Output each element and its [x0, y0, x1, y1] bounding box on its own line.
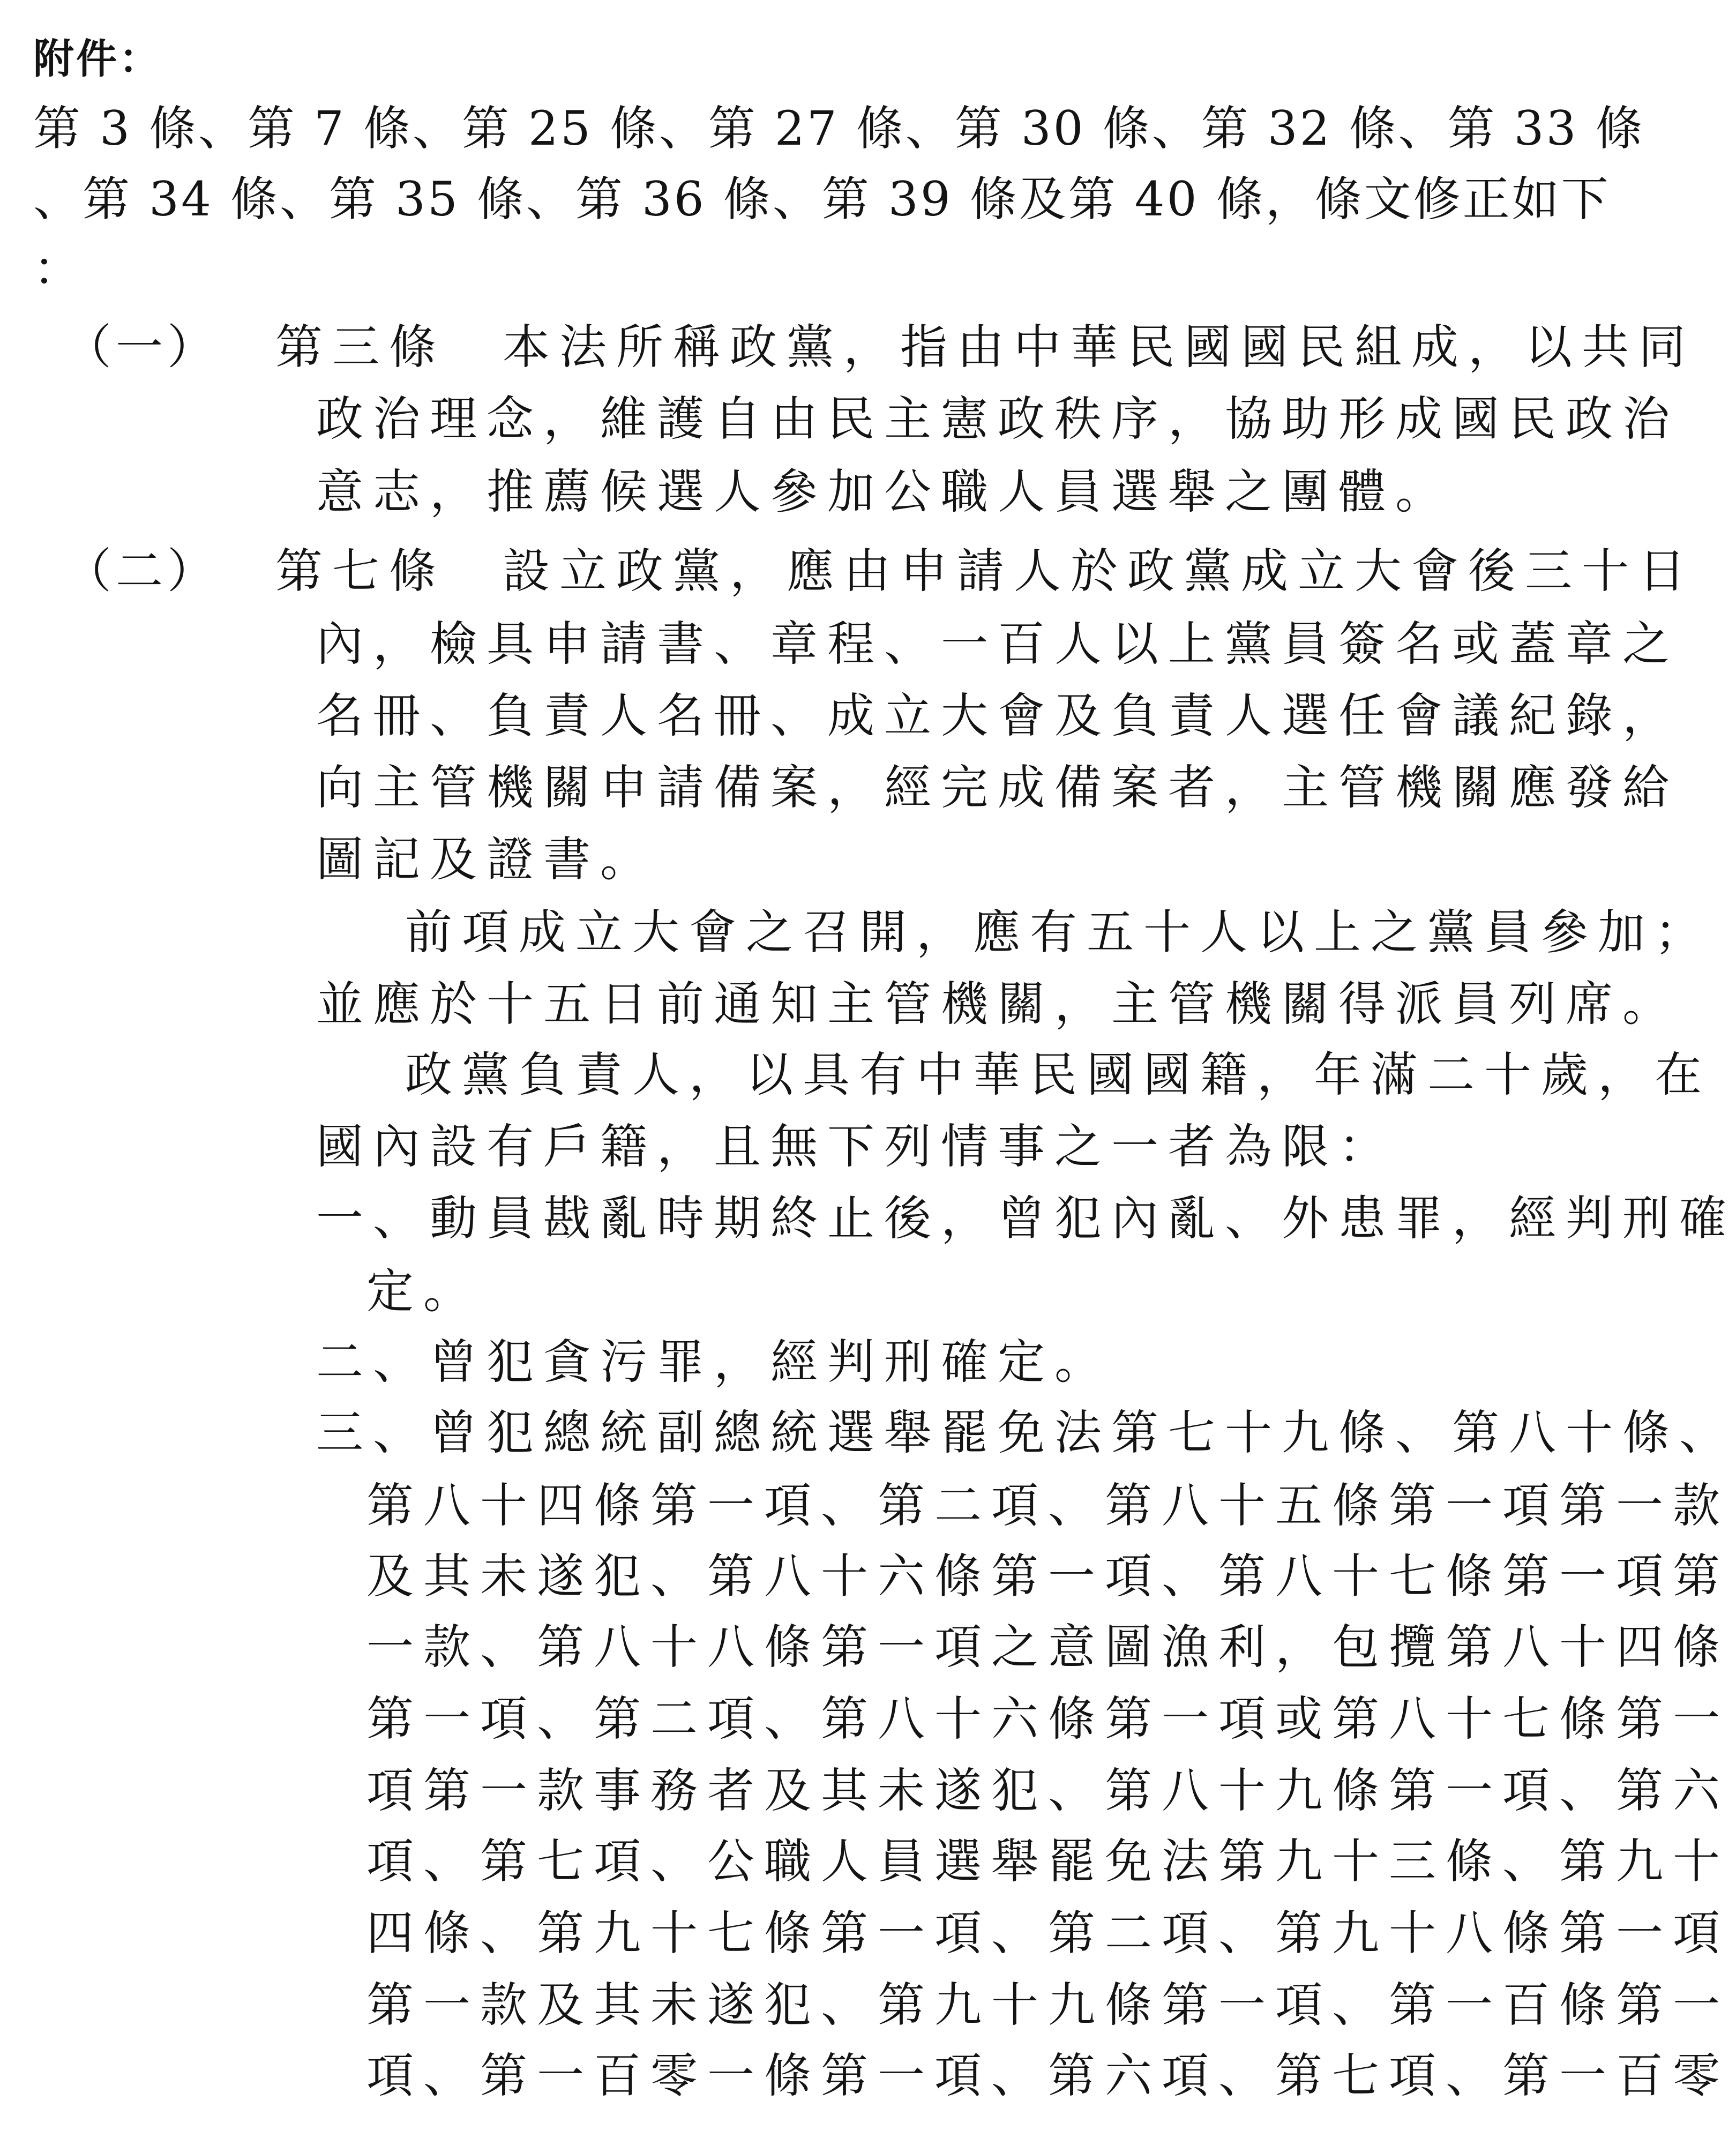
list-item-line: 項、第一百零一條第一項、第六項、第七項、第一百零 — [366, 2048, 1730, 2103]
list-item-line: 第一款及其未遂犯、第九十九條第一項、第一百條第一 — [366, 1977, 1730, 2032]
article-line: 圖記及證書。 — [316, 832, 657, 887]
article-line: 前項成立大會之召開，應有五十人以上之黨員參加； — [405, 904, 1712, 960]
list-item-line: 及其未遂犯、第八十六條第一項、第八十七條第一項第 — [366, 1549, 1730, 1604]
intro-line: 第 3 條、第 7 條、第 25 條、第 27 條、第 30 條、第 32 條、第 33 條 — [33, 101, 1645, 156]
section-marker: （一） — [64, 319, 219, 375]
list-item-line: 一款、第八十八條第一項之意圖漁利，包攬第八十四條 — [366, 1619, 1730, 1674]
list-item-line: 一、動員戡亂時期終止後，曾犯內亂、外患罪，經判刑確 — [316, 1191, 1736, 1246]
list-item-line: 三、曾犯總統副總統選舉罷免法第七十九條、第八十條、 — [316, 1405, 1736, 1460]
article-line: 意志，推薦候選人參加公職人員選舉之團體。 — [316, 464, 1453, 519]
article-line: 政黨負責人，以具有中華民國國籍，年滿二十歲，在 — [405, 1047, 1712, 1102]
list-item-line: 項第一款事務者及其未遂犯、第八十九條第一項、第六 — [366, 1763, 1730, 1818]
article-line: 向主管機關申請備案，經完成備案者，主管機關應發給 — [316, 760, 1680, 815]
list-item-line: 項、第七項、公職人員選舉罷免法第九十三條、第九十 — [366, 1834, 1730, 1889]
article-line: 並應於十五日前通知主管機關，主管機關得派員列席。 — [316, 976, 1680, 1031]
attachment-heading: 附件： — [33, 35, 162, 83]
intro-line: 、第 34 條、第 35 條、第 36 條、第 39 條及第 40 條，條文修正如下 — [33, 171, 1611, 227]
intro-line: ： — [33, 241, 81, 296]
article-line: 政治理念，維護自由民主憲政秩序，協助形成國民政治 — [316, 391, 1680, 446]
article-line: 內，檢具申請書、章程、一百人以上黨員簽名或蓋章之 — [316, 616, 1680, 671]
list-item-line: 四條、第九十七條第一項、第二項、第九十八條第一項 — [366, 1905, 1730, 1961]
list-item-line: 第八十四條第一項、第二項、第八十五條第一項第一款 — [366, 1478, 1730, 1533]
article-line: 名冊、負責人名冊、成立大會及負責人選任會議紀錄， — [316, 688, 1680, 743]
list-item-line: 二、曾犯貪污罪，經判刑確定。 — [316, 1334, 1112, 1389]
article-line: 第三條 本法所稱政黨，指由中華民國國民組成，以共同 — [275, 319, 1696, 375]
list-item-line: 定。 — [366, 1264, 481, 1319]
list-item-line: 第一項、第二項、第八十六條第一項或第八十七條第一 — [366, 1691, 1730, 1746]
article-line: 第七條 設立政黨，應由申請人於政黨成立大會後三十日 — [275, 543, 1696, 599]
article-line: 國內設有戶籍，且無下列情事之一者為限： — [316, 1119, 1396, 1174]
section-marker: （二） — [64, 543, 219, 599]
